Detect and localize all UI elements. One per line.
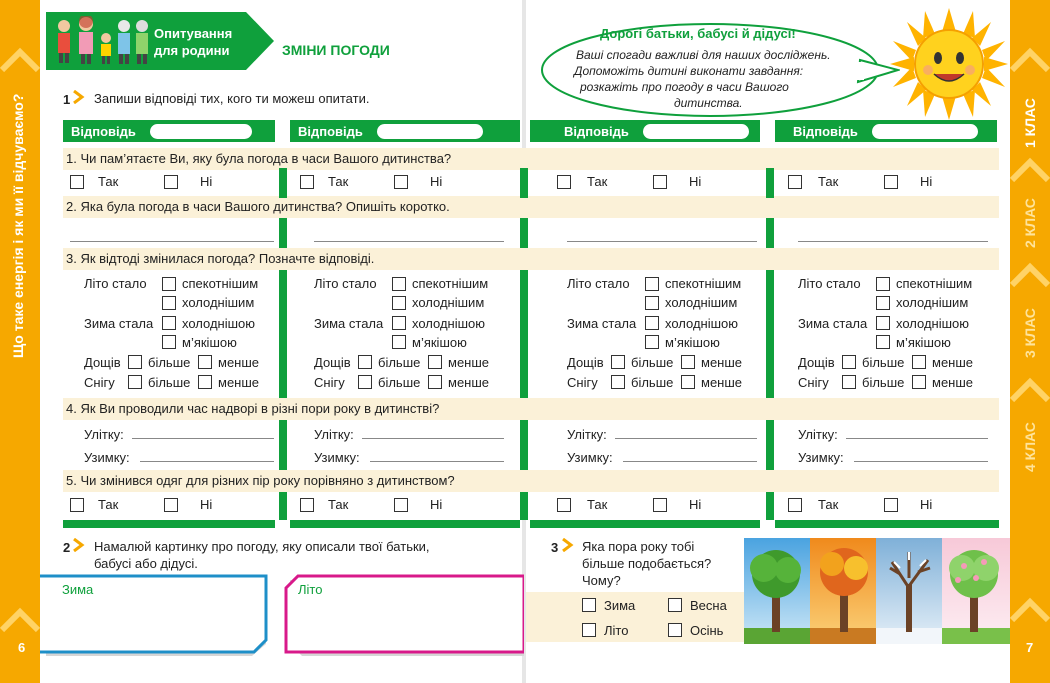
checkbox-yes[interactable] xyxy=(788,498,802,512)
answer-line-winter[interactable] xyxy=(623,461,757,462)
checkbox-no[interactable] xyxy=(653,498,667,512)
label-colder: холоднішим xyxy=(896,295,969,310)
checkbox-no[interactable] xyxy=(394,498,408,512)
right-sidebar xyxy=(1010,0,1050,683)
answer-line-winter[interactable] xyxy=(140,461,274,462)
chevron-decoration-icon xyxy=(0,600,40,640)
page-number-left: 6 xyxy=(18,640,26,655)
column-separator xyxy=(766,218,774,248)
label-colder-winter: холоднішою xyxy=(896,316,970,331)
drawing-box-winter[interactable] xyxy=(40,574,272,658)
label-colder: холоднішим xyxy=(412,295,485,310)
bubble-text-line: розкажіть про погоду в часи Вашого xyxy=(580,80,789,94)
label-in-summer: Улітку: xyxy=(567,427,607,442)
checkbox-rain-more[interactable] xyxy=(611,355,625,369)
question-5: 5. Чи змінився одяг для різних пір року порівняно з дитинством? xyxy=(66,473,455,488)
label-snow: Снігу xyxy=(314,375,345,390)
label-rain: Дощів xyxy=(798,355,835,370)
answer-name-input[interactable] xyxy=(643,124,749,139)
checkbox-colder[interactable] xyxy=(876,296,890,310)
column-separator xyxy=(520,270,528,398)
task-3-line-3: Чому? xyxy=(582,573,621,588)
column-separator xyxy=(520,420,528,470)
label-colder: холоднішим xyxy=(182,295,255,310)
checkbox-yes[interactable] xyxy=(70,498,84,512)
label-colder-winter: холоднішою xyxy=(412,316,486,331)
label-less: менше xyxy=(701,375,743,390)
label-milder: м’якішою xyxy=(412,335,467,350)
label-snow: Снігу xyxy=(798,375,829,390)
label-yes: Так xyxy=(98,174,119,189)
chevron-decoration-icon xyxy=(1010,590,1050,630)
answer-line[interactable] xyxy=(314,241,504,242)
column-separator xyxy=(279,420,287,470)
answer-line[interactable] xyxy=(567,241,757,242)
checkbox-snow-more[interactable] xyxy=(842,375,856,389)
label-less: менше xyxy=(448,355,490,370)
label-colder: холоднішим xyxy=(665,295,738,310)
checkbox-snow-less[interactable] xyxy=(681,375,695,389)
parents-speech-bubble xyxy=(540,20,885,120)
checkbox-rain-less[interactable] xyxy=(198,355,212,369)
checkbox-hotter[interactable] xyxy=(392,277,406,291)
label-less: менше xyxy=(218,375,260,390)
answer-name-input[interactable] xyxy=(150,124,252,139)
checkbox-yes[interactable] xyxy=(557,175,571,189)
checkbox-summer[interactable] xyxy=(582,623,596,637)
column-separator xyxy=(520,168,528,198)
checkbox-yes[interactable] xyxy=(557,498,571,512)
label-in-summer: Улітку: xyxy=(84,427,124,442)
badge-line-1: Опитування xyxy=(154,26,233,41)
label-yes: Так xyxy=(328,174,349,189)
arrow-right-icon xyxy=(72,90,86,104)
label-winter-became: Зима стала xyxy=(567,316,637,331)
label-more: більше xyxy=(148,355,191,370)
answer-line-summer[interactable] xyxy=(362,438,504,439)
label-hotter: спекотнішим xyxy=(665,276,742,291)
task-2-line-1: Намалюй картинку про погоду, яку описали твої батьки, xyxy=(94,539,430,554)
label-no: Ні xyxy=(200,497,213,512)
bubble-text-line: Допоможіть дитині виконати завдання: xyxy=(574,64,804,78)
label-winter-became: Зима стала xyxy=(314,316,384,331)
grade-tab-3[interactable]: 3 КЛАС xyxy=(1022,308,1038,358)
label-in-winter: Узимку: xyxy=(567,450,613,465)
grade-tab-1[interactable]: 1 КЛАС xyxy=(1022,98,1038,148)
answer-header-2 xyxy=(290,120,520,142)
answer-header-4 xyxy=(775,120,997,142)
answer-line-summer[interactable] xyxy=(615,438,757,439)
label-no: Ні xyxy=(430,497,443,512)
checkbox-colder-winter[interactable] xyxy=(392,316,406,330)
column-separator xyxy=(279,168,287,198)
drawing-box-summer[interactable] xyxy=(284,574,524,658)
label-rain: Дощів xyxy=(567,355,604,370)
task-3-number: 3 xyxy=(551,540,559,555)
label-no: Ні xyxy=(689,174,702,189)
label-less: менше xyxy=(701,355,743,370)
label-winter-became: Зима стала xyxy=(84,316,154,331)
checkbox-no[interactable] xyxy=(164,175,178,189)
label-more: більше xyxy=(148,375,191,390)
label-more: більше xyxy=(631,375,674,390)
chevron-decoration-icon xyxy=(0,40,40,80)
column-separator xyxy=(766,420,774,470)
family-icon xyxy=(50,16,150,66)
answer-line-winter[interactable] xyxy=(854,461,988,462)
label-yes: Так xyxy=(587,497,608,512)
checkbox-colder[interactable] xyxy=(645,296,659,310)
table-bottom-bar xyxy=(63,520,275,528)
answer-label: Відповідь xyxy=(298,123,363,139)
checkbox-snow-less[interactable] xyxy=(912,375,926,389)
column-separator xyxy=(766,270,774,398)
label-summer-became: Літо стало xyxy=(567,276,630,291)
answer-line-winter[interactable] xyxy=(370,461,504,462)
label-colder-winter: холоднішою xyxy=(665,316,739,331)
label-more: більше xyxy=(378,355,421,370)
checkbox-rain-more[interactable] xyxy=(128,355,142,369)
checkbox-milder[interactable] xyxy=(392,335,406,349)
label-winter-became: Зима стала xyxy=(798,316,868,331)
task-1-text: Запиши відповіді тих, кого ти можеш опитати. xyxy=(94,91,370,106)
label-in-winter: Узимку: xyxy=(314,450,360,465)
left-sidebar xyxy=(0,0,40,683)
page-title: ЗМІНИ ПОГОДИ xyxy=(282,42,390,58)
label-no: Ні xyxy=(920,174,933,189)
task-2-line-2: бабусі або дідусі. xyxy=(94,556,198,571)
grade-tab-4[interactable]: 4 КЛАС xyxy=(1022,422,1038,472)
answer-header-1 xyxy=(63,120,275,142)
answer-label: Відповідь xyxy=(564,123,629,139)
label-rain: Дощів xyxy=(314,355,351,370)
bubble-text-line: дитинства. xyxy=(674,96,743,110)
option-autumn: Осінь xyxy=(690,623,724,638)
question-4: 4. Як Ви проводили час надворі в різні пори року в дитинстві? xyxy=(66,401,440,416)
option-summer: Літо xyxy=(604,623,629,638)
label-more: більше xyxy=(378,375,421,390)
answer-line-summer[interactable] xyxy=(846,438,988,439)
checkbox-milder[interactable] xyxy=(645,335,659,349)
column-separator xyxy=(279,218,287,248)
answer-name-input[interactable] xyxy=(377,124,483,139)
task-1-number: 1 xyxy=(63,92,71,107)
answer-line-summer[interactable] xyxy=(132,438,274,439)
table-bottom-bar xyxy=(775,520,999,528)
checkbox-milder[interactable] xyxy=(876,335,890,349)
checkbox-colder-winter[interactable] xyxy=(162,316,176,330)
task-3-line-2: більше подобається? xyxy=(582,556,712,571)
label-milder: м’якішою xyxy=(665,335,720,350)
answer-header-3 xyxy=(530,120,760,142)
table-bottom-bar xyxy=(530,520,760,528)
checkbox-no[interactable] xyxy=(884,175,898,189)
label-in-winter: Узимку: xyxy=(798,450,844,465)
checkbox-hotter[interactable] xyxy=(162,277,176,291)
label-summer-became: Літо стало xyxy=(84,276,147,291)
checkbox-colder-winter[interactable] xyxy=(876,316,890,330)
checkbox-rain-more[interactable] xyxy=(842,355,856,369)
grade-tab-2[interactable]: 2 КЛАС xyxy=(1022,198,1038,248)
checkbox-snow-less[interactable] xyxy=(428,375,442,389)
answer-line[interactable] xyxy=(798,241,988,242)
label-more: більше xyxy=(862,355,905,370)
checkbox-winter[interactable] xyxy=(582,598,596,612)
label-less: менше xyxy=(932,355,974,370)
checkbox-yes[interactable] xyxy=(300,175,314,189)
question-2: 2. Яка була погода в часи Вашого дитинства? Опишіть коротко. xyxy=(66,199,450,214)
chevron-decoration-icon xyxy=(1010,370,1050,410)
checkbox-rain-less[interactable] xyxy=(912,355,926,369)
label-colder-winter: холоднішою xyxy=(182,316,256,331)
label-hotter: спекотнішим xyxy=(412,276,489,291)
label-rain: Дощів xyxy=(84,355,121,370)
bubble-text-line: Ваші спогади важливі для наших досліджень. xyxy=(576,48,831,62)
label-hotter: спекотнішим xyxy=(896,276,973,291)
checkbox-no[interactable] xyxy=(164,498,178,512)
chevron-decoration-icon xyxy=(1010,150,1050,190)
answer-line[interactable] xyxy=(70,241,274,242)
checkbox-no[interactable] xyxy=(884,498,898,512)
option-spring: Весна xyxy=(690,598,727,613)
label-less: менше xyxy=(218,355,260,370)
column-separator xyxy=(520,492,528,520)
checkbox-snow-less[interactable] xyxy=(198,375,212,389)
checkbox-hotter[interactable] xyxy=(876,277,890,291)
sun-icon xyxy=(890,8,1008,120)
label-no: Ні xyxy=(430,174,443,189)
page-number-right: 7 xyxy=(1026,640,1034,655)
checkbox-rain-less[interactable] xyxy=(681,355,695,369)
chevron-decoration-icon xyxy=(1010,255,1050,295)
checkbox-autumn[interactable] xyxy=(668,623,682,637)
column-separator xyxy=(279,492,287,520)
box-label-summer: Літо xyxy=(298,582,323,597)
checkbox-no[interactable] xyxy=(394,175,408,189)
survey-badge xyxy=(46,12,274,70)
table-bottom-bar xyxy=(290,520,520,528)
label-snow: Снігу xyxy=(84,375,115,390)
option-winter: Зима xyxy=(604,598,636,613)
label-milder: м’якішою xyxy=(182,335,237,350)
task-2-number: 2 xyxy=(63,540,71,555)
label-no: Ні xyxy=(200,174,213,189)
checkbox-yes[interactable] xyxy=(70,175,84,189)
checkbox-yes[interactable] xyxy=(788,175,802,189)
label-less: менше xyxy=(448,375,490,390)
label-no: Ні xyxy=(689,497,702,512)
label-no: Ні xyxy=(920,497,933,512)
checkbox-yes[interactable] xyxy=(300,498,314,512)
arrow-right-icon xyxy=(72,538,86,552)
label-milder: м’якішою xyxy=(896,335,951,350)
box-label-winter: Зима xyxy=(62,582,94,597)
checkbox-snow-more[interactable] xyxy=(611,375,625,389)
checkbox-colder[interactable] xyxy=(392,296,406,310)
bubble-heading: Дорогі батьки, бабусі й дідусі! xyxy=(600,26,796,41)
label-yes: Так xyxy=(587,174,608,189)
label-yes: Так xyxy=(818,174,839,189)
label-yes: Так xyxy=(328,497,349,512)
column-separator xyxy=(520,218,528,248)
answer-label: Відповідь xyxy=(793,123,858,139)
checkbox-hotter[interactable] xyxy=(645,277,659,291)
label-more: більше xyxy=(862,375,905,390)
checkbox-snow-more[interactable] xyxy=(358,375,372,389)
answer-label: Відповідь xyxy=(71,123,136,139)
column-separator xyxy=(279,270,287,398)
chevron-decoration-icon xyxy=(1010,40,1050,80)
label-summer-became: Літо стало xyxy=(314,276,377,291)
checkbox-snow-more[interactable] xyxy=(128,375,142,389)
label-yes: Так xyxy=(818,497,839,512)
four-seasons-trees-image xyxy=(744,538,1010,644)
checkbox-spring[interactable] xyxy=(668,598,682,612)
arrow-right-icon xyxy=(561,538,575,552)
label-hotter: спекотнішим xyxy=(182,276,259,291)
question-3: 3. Як відтоді змінилася погода? Позначте відповіді. xyxy=(66,251,375,266)
column-separator xyxy=(766,492,774,520)
label-more: більше xyxy=(631,355,674,370)
checkbox-rain-more[interactable] xyxy=(358,355,372,369)
label-in-summer: Улітку: xyxy=(314,427,354,442)
checkbox-rain-less[interactable] xyxy=(428,355,442,369)
label-in-winter: Узимку: xyxy=(84,450,130,465)
label-summer-became: Літо стало xyxy=(798,276,861,291)
label-snow: Снігу xyxy=(567,375,598,390)
badge-line-2: для родини xyxy=(154,43,230,58)
label-less: менше xyxy=(932,375,974,390)
column-separator xyxy=(766,168,774,198)
checkbox-colder[interactable] xyxy=(162,296,176,310)
question-1: 1. Чи пам’ятаєте Ви, яку була погода в часи Вашого дитинства? xyxy=(66,151,452,166)
sidebar-title: Що таке енергія і як ми її відчуваємо? xyxy=(10,93,26,358)
label-yes: Так xyxy=(98,497,119,512)
checkbox-no[interactable] xyxy=(653,175,667,189)
label-in-summer: Улітку: xyxy=(798,427,838,442)
answer-name-input[interactable] xyxy=(872,124,978,139)
checkbox-colder-winter[interactable] xyxy=(645,316,659,330)
task-3-line-1: Яка пора року тобі xyxy=(582,539,695,554)
checkbox-milder[interactable] xyxy=(162,335,176,349)
